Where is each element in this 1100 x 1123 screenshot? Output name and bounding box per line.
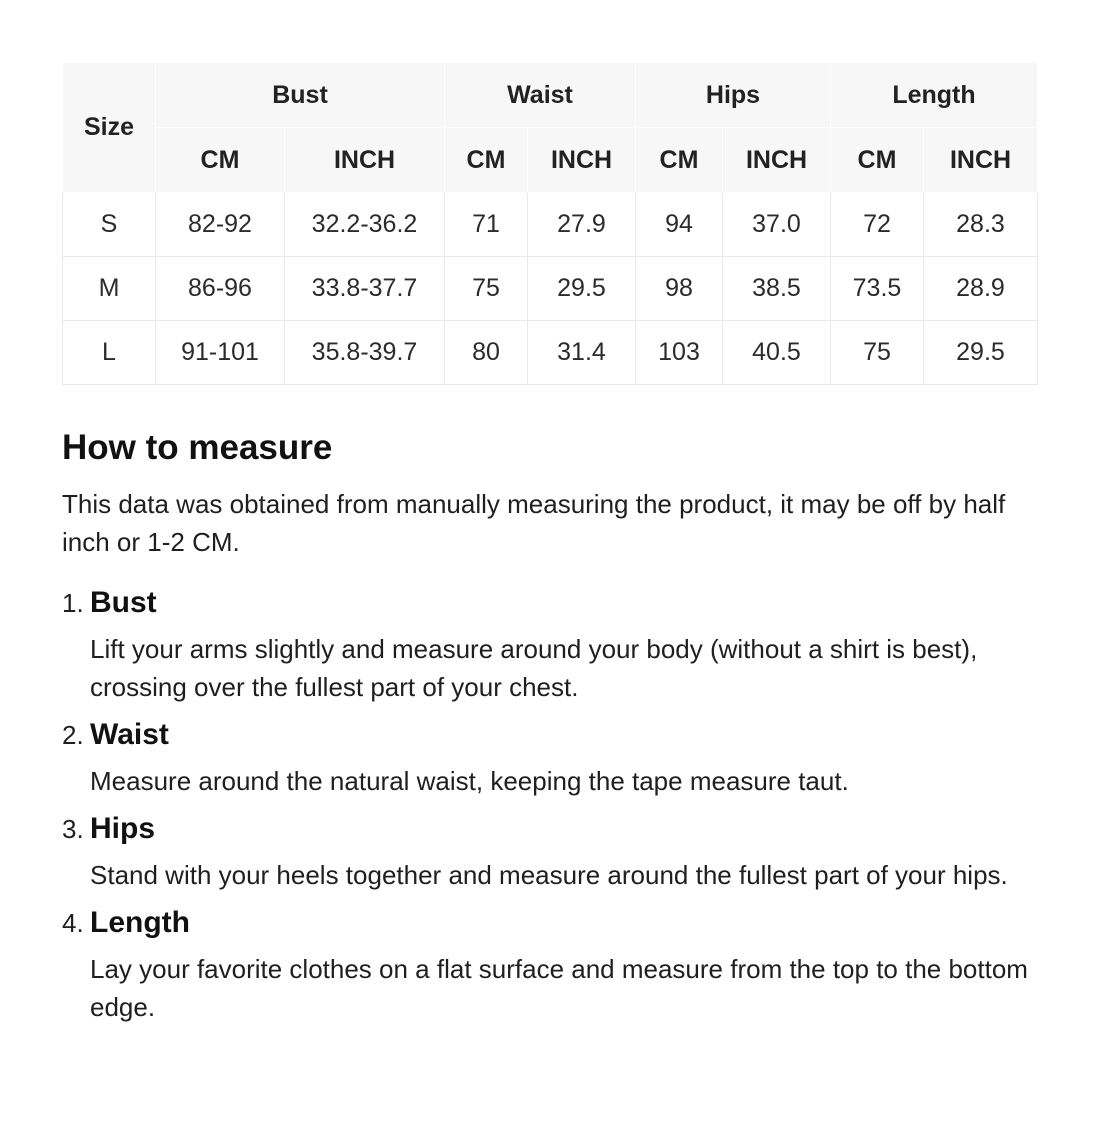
table-cell: 91-101 <box>156 321 285 385</box>
hips-cm-header: CM <box>636 128 723 193</box>
bust-inch-header: INCH <box>285 128 445 193</box>
size-chart-table <box>62 62 1038 385</box>
size-column-header: Size <box>63 63 156 193</box>
table-cell: 40.5 <box>723 321 831 385</box>
waist-group-header: Waist <box>445 63 636 128</box>
table-cell: 71 <box>445 193 528 257</box>
table-cell: 75 <box>831 321 924 385</box>
length-inch-header: INCH <box>924 128 1038 193</box>
table-cell: 38.5 <box>723 257 831 321</box>
size-label-cell: S <box>63 193 156 257</box>
waist-inch-header: INCH <box>528 128 636 193</box>
step-description-length: Lay your favorite clothes on a flat surface and measure from the top to the bottom edge. <box>90 954 1028 1022</box>
table-cell: 33.8-37.7 <box>285 257 445 321</box>
measure-steps-list <box>62 585 1038 1037</box>
table-cell: 29.5 <box>924 321 1038 385</box>
step-description-waist: Measure around the natural waist, keeping the tape measure taut. <box>90 766 849 796</box>
bust-cm-header: CM <box>156 128 285 193</box>
table-cell: 27.9 <box>528 193 636 257</box>
table-row-size-s <box>63 193 1038 257</box>
length-cm-header: CM <box>831 128 924 193</box>
how-to-measure-title: How to measure <box>62 428 333 467</box>
table-cell: 31.4 <box>528 321 636 385</box>
step-title-length: Length <box>90 906 190 939</box>
step-title-hips: Hips <box>90 812 156 845</box>
size-label-cell: M <box>63 257 156 321</box>
step-number: 2. <box>62 720 84 750</box>
waist-cm-header: CM <box>445 128 528 193</box>
size-label-cell: L <box>63 321 156 385</box>
table-cell: 75 <box>445 257 528 321</box>
table-cell: 82-92 <box>156 193 285 257</box>
step-title-waist: Waist <box>90 718 169 751</box>
table-cell: 80 <box>445 321 528 385</box>
step-number: 3. <box>62 814 84 844</box>
length-group-header: Length <box>831 63 1038 128</box>
table-cell: 32.2-36.2 <box>285 193 445 257</box>
table-row-size-m <box>63 257 1038 321</box>
step-number: 4. <box>62 908 84 938</box>
hips-group-header: Hips <box>636 63 831 128</box>
table-cell: 72 <box>831 193 924 257</box>
list-item-length <box>62 905 1038 1037</box>
step-description-hips: Stand with your heels together and measure around the fullest part of your hips. <box>90 860 1008 890</box>
hips-inch-header: INCH <box>723 128 831 193</box>
table-cell: 98 <box>636 257 723 321</box>
table-row-size-l <box>63 321 1038 385</box>
table-cell: 103 <box>636 321 723 385</box>
list-item-hips <box>62 811 1038 905</box>
step-title-bust: Bust <box>90 586 157 619</box>
table-cell: 28.3 <box>924 193 1038 257</box>
measure-disclaimer-text: This data was obtained from manually measuring the product, it may be off by half inch or 1-2 CM. <box>62 489 1006 557</box>
list-item-bust <box>62 585 1038 717</box>
table-cell: 37.0 <box>723 193 831 257</box>
table-cell: 86-96 <box>156 257 285 321</box>
step-description-bust: Lift your arms slightly and measure around your body (without a shirt is best), crossing over the fullest part of your chest. <box>90 634 978 702</box>
table-cell: 29.5 <box>528 257 636 321</box>
table-cell: 94 <box>636 193 723 257</box>
step-number: 1. <box>62 588 84 618</box>
table-cell: 35.8-39.7 <box>285 321 445 385</box>
list-item-waist <box>62 717 1038 811</box>
table-cell: 28.9 <box>924 257 1038 321</box>
table-cell: 73.5 <box>831 257 924 321</box>
bust-group-header: Bust <box>156 63 445 128</box>
